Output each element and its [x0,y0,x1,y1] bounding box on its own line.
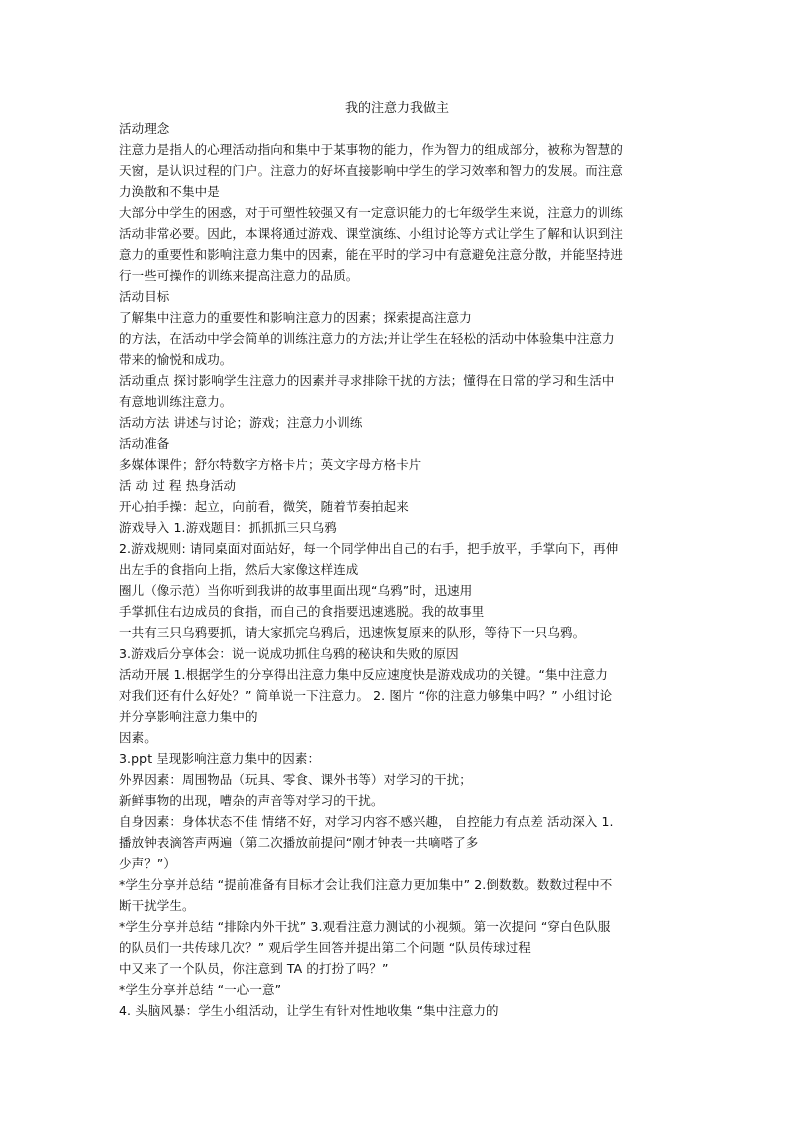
text-line: 2.游戏规则: 请同桌面对面站好，每一个同学伸出自己的右手，把手放平，手掌向下，再伸 [119,541,619,556]
text-line: 的队员们一共传球几次？” 观后学生回答并提出第二个问题 “队员传球过程 [119,940,531,955]
document-body [119,118,689,1021]
text-line: 意力的重要性和影响注意力集中的因素，能在平时的学习中有意避免注意分散，并能坚持进 [119,247,624,262]
text-line: 多媒体课件；舒尔特数字方格卡片；英文字母方格卡片 [119,457,422,472]
text-line: 一共有三只乌鸦要抓，请大家抓完乌鸦后，迅速恢复原来的队形，等待下一只乌鸦。 [119,625,586,640]
text-line: 并分享影响注意力集中的 [119,709,258,724]
text-line: 对我们还有什么好处？” 简单说一下注意力。 2. 图片 “你的注意力够集中吗？” 小组讨论 [119,688,613,703]
text-line: 活动重点 探讨影响学生注意力的因素并寻求排除干扰的方法；懂得在日常的学习和生活中 [119,373,615,388]
text-line: 活动非常必要。因此，本课将通过游戏、课堂演练、小组讨论等方式让学生了解和认识到注 [119,226,624,241]
text-line: *学生分享并总结 “一心一意” [119,982,282,997]
text-line: 新鲜事物的出现，嘈杂的声音等对学习的干扰。 [119,793,384,808]
text-line: 活动方法 讲述与讨论；游戏；注意力小训练 [119,415,363,430]
text-line: 出左手的食指向上指，然后大家像这样连成 [119,562,359,577]
text-line: 活动开展 1.根据学生的分享得出注意力集中反应速度快是游戏成功的关键。“集中注意力 [119,667,608,682]
text-line: 播放钟表滴答声两遍（第二次播放前提问“刚才钟表一共嘀嗒了多 [119,835,479,850]
text-line: *学生分享并总结 “提前准备有目标才会让我们注意力更加集中” 2.倒数数。数数过程中不 [119,877,613,892]
text-line: 手掌抓住右边成员的食指，而自己的食指要迅速逃脱。我的故事里 [119,604,485,619]
text-line: 活动准备 [119,436,170,451]
text-line: 注意力是指人的心理活动指向和集中于某事物的能力，作为智力的组成部分，被称为智慧的 [119,142,624,157]
text-line: *学生分享并总结 “排除内外干扰” 3.观看注意力测试的小视频。第一次提问 “穿白色队服 [119,919,611,934]
text-line: 3.ppt 呈现影响注意力集中的因素： [119,751,321,766]
text-line: 中又来了一个队员，你注意到 TA 的打扮了吗？” [119,961,389,976]
text-line: 行一些可操作的训练来提高注意力的品质。 [119,268,359,283]
text-line: 开心拍手操：起立，向前看，微笑，随着节奏拍起来 [119,499,409,514]
text-line: 少声？”） [119,856,176,871]
text-line: 力涣散和不集中是 [119,184,220,199]
text-line: 带来的愉悦和成功。 [119,352,233,367]
text-line: 大部分中学生的困惑，对于可塑性较强又有一定意识能力的七年级学生来说，注意力的训练 [119,205,624,220]
text-line: 了解集中注意力的重要性和影响注意力的因素；探索提高注意力 [119,310,472,325]
text-line: 自身因素：身体状态不佳 情绪不好，对学习内容不感兴趣， 自控能力有点差 活动深入 1. [119,814,614,829]
text-line: 的方法，在活动中学会简单的训练注意力的方法;并让学生在轻松的活动中体验集中注意力 [119,331,615,346]
text-line: 活动理念 [119,121,170,136]
text-line: 活动目标 [119,289,170,304]
document-title: 我的注意力我做主 [344,101,449,116]
text-line: 圈儿（像示范）当你听到我讲的故事里面出现“乌鸦”时，迅速用 [119,583,473,598]
text-line: 外界因素：周围物品（玩具、零食、课外书等）对学习的干扰； [119,772,472,787]
text-line: 断干扰学生。 [119,898,195,913]
text-line: 天窗，是认识过程的门户。注意力的好坏直接影响中学生的学习效率和智力的发展。而注意 [119,163,624,178]
text-line: 因素。 [119,730,157,745]
text-line: 游戏导入 1.游戏题目：抓抓抓三只乌鸦 [119,520,337,535]
text-line: 3.游戏后分享体会：说一说成功抓住乌鸦的秘诀和失败的原因 [119,646,459,661]
text-line: 活 动 过 程 热身活动 [119,478,237,493]
text-line: 4. 头脑风暴：学生小组活动，让学生有针对性地收集 “集中注意力的 [119,1003,499,1018]
text-line: 有意地训练注意力。 [119,394,233,409]
